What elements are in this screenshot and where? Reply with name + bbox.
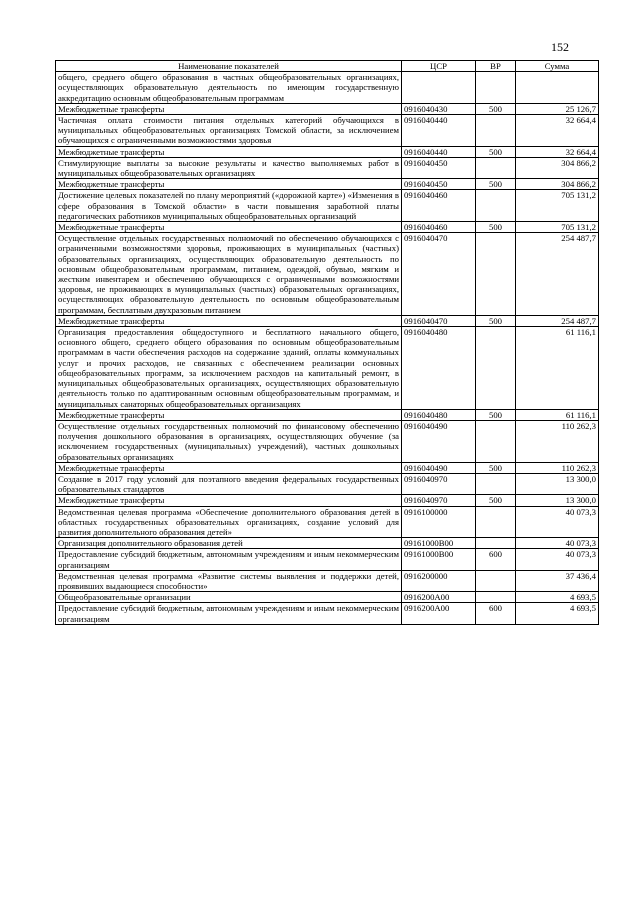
- table-body: [56, 72, 599, 625]
- row-vr-cell: [476, 327, 516, 410]
- row-sum-cell: 25 126,7: [516, 103, 599, 114]
- table-row: [56, 549, 599, 570]
- table-row: [56, 462, 599, 473]
- row-csr-cell: 0916040440: [402, 146, 476, 157]
- row-name-cell: Ведомственная целевая программа «Развитие системы выявления и поддержки детей, проявивших выдающиеся способности»: [56, 570, 402, 591]
- header-csr: ЦСР: [402, 61, 476, 72]
- row-vr-cell: [476, 473, 516, 494]
- row-vr-cell: [476, 538, 516, 549]
- row-name-cell: Межбюджетные трансферты: [56, 409, 402, 420]
- row-csr-cell: 0916040460: [402, 222, 476, 233]
- row-vr-cell: 500: [476, 409, 516, 420]
- page-number: 152: [551, 40, 569, 54]
- header-name: Наименование показателей: [56, 61, 402, 72]
- row-csr-cell: 0916040970: [402, 495, 476, 506]
- table-row: [56, 538, 599, 549]
- row-csr-cell: 0916200А00: [402, 592, 476, 603]
- row-name-cell: Межбюджетные трансферты: [56, 146, 402, 157]
- row-sum-cell: 304 866,2: [516, 179, 599, 190]
- row-name-cell: Общеобразовательные организации: [56, 592, 402, 603]
- row-csr-cell: 0916040440: [402, 115, 476, 147]
- table-row: [56, 103, 599, 114]
- row-sum-cell: 32 664,4: [516, 146, 599, 157]
- budget-table: [55, 60, 599, 625]
- row-sum-cell: 40 073,3: [516, 549, 599, 570]
- table-row: [56, 157, 599, 178]
- row-sum-cell: 40 073,3: [516, 506, 599, 538]
- row-name-cell: Осуществление отдельных государственных полномочий по финансовому обеспечению получения дошкольного образования в организациях, осуществляющих обучение (за исключением государственных (муниципальных) учреждений), частных дошкольных образовательных организациях: [56, 420, 402, 462]
- row-vr-cell: [476, 420, 516, 462]
- row-vr-cell: [476, 190, 516, 222]
- table-row: [56, 190, 599, 222]
- row-sum-cell: 37 436,4: [516, 570, 599, 591]
- row-csr-cell: 0916040450: [402, 179, 476, 190]
- row-sum-cell: 4 693,5: [516, 592, 599, 603]
- table-row: [56, 495, 599, 506]
- table-row: [56, 222, 599, 233]
- row-sum-cell: 110 262,3: [516, 420, 599, 462]
- row-csr-cell: 0916040470: [402, 233, 476, 316]
- row-csr-cell: 0916040430: [402, 103, 476, 114]
- table-row: [56, 570, 599, 591]
- table-row: [56, 315, 599, 326]
- row-name-cell: Межбюджетные трансферты: [56, 222, 402, 233]
- row-vr-cell: [476, 506, 516, 538]
- row-vr-cell: 500: [476, 315, 516, 326]
- row-sum-cell: 705 131,2: [516, 222, 599, 233]
- row-vr-cell: 600: [476, 549, 516, 570]
- row-name-cell: Предоставление субсидий бюджетным, автономным учреждениям и иным некоммерческим организациям: [56, 603, 402, 624]
- row-vr-cell: [476, 592, 516, 603]
- row-vr-cell: 600: [476, 603, 516, 624]
- row-csr-cell: 0916100000: [402, 506, 476, 538]
- row-sum-cell: 110 262,3: [516, 462, 599, 473]
- table-row: [56, 506, 599, 538]
- row-sum-cell: 32 664,4: [516, 115, 599, 147]
- row-csr-cell: [402, 72, 476, 104]
- row-name-cell: Стимулирующие выплаты за высокие результаты и качество выполняемых работ в муниципальных общеобразовательных организациях: [56, 157, 402, 178]
- row-csr-cell: 0916040480: [402, 327, 476, 410]
- row-name-cell: Межбюджетные трансферты: [56, 462, 402, 473]
- row-csr-cell: 0916200000: [402, 570, 476, 591]
- table-header-row: [56, 61, 599, 72]
- table-row: [56, 72, 599, 104]
- row-name-cell: Предоставление субсидий бюджетным, автономным учреждениям и иным некоммерческим организациям: [56, 549, 402, 570]
- header-sum: Сумма: [516, 61, 599, 72]
- row-csr-cell: 0916040470: [402, 315, 476, 326]
- row-vr-cell: [476, 157, 516, 178]
- row-name-cell: Межбюджетные трансферты: [56, 103, 402, 114]
- row-vr-cell: [476, 233, 516, 316]
- row-sum-cell: 4 693,5: [516, 603, 599, 624]
- row-sum-cell: 254 487,7: [516, 233, 599, 316]
- row-name-cell: Межбюджетные трансферты: [56, 495, 402, 506]
- row-name-cell: Частичная оплата стоимости питания отдельных категорий обучающихся в муниципальных общеобразовательных организациях Томской области, за исключением обучающихся с ограниченными возможностями здоровья: [56, 115, 402, 147]
- table-row: [56, 420, 599, 462]
- table-row: [56, 473, 599, 494]
- row-csr-cell: 09161000В00: [402, 549, 476, 570]
- row-csr-cell: 0916200А00: [402, 603, 476, 624]
- row-vr-cell: 500: [476, 179, 516, 190]
- row-csr-cell: 0916040450: [402, 157, 476, 178]
- table-row: [56, 179, 599, 190]
- row-sum-cell: [516, 72, 599, 104]
- row-vr-cell: [476, 72, 516, 104]
- row-vr-cell: 500: [476, 222, 516, 233]
- row-csr-cell: 09161000В00: [402, 538, 476, 549]
- row-name-cell: Организация дополнительного образования детей: [56, 538, 402, 549]
- table-row: [56, 409, 599, 420]
- row-csr-cell: 0916040460: [402, 190, 476, 222]
- table-row: [56, 146, 599, 157]
- row-sum-cell: 254 487,7: [516, 315, 599, 326]
- row-csr-cell: 0916040970: [402, 473, 476, 494]
- row-sum-cell: 13 300,0: [516, 495, 599, 506]
- table-row: [56, 603, 599, 624]
- row-vr-cell: 500: [476, 462, 516, 473]
- row-name-cell: Достижение целевых показателей по плану мероприятий («дорожной карте») «Изменения в сфере образования в Томской области» в части повышения заработной платы педагогических работников муниципальных общеобразовательных организаций: [56, 190, 402, 222]
- row-name-cell: общего, среднего общего образования в частных общеобразовательных организациях, осуществляющих образовательную деятельность по имеющим государственную аккредитацию основным общеобразовательным программам: [56, 72, 402, 104]
- row-vr-cell: 500: [476, 103, 516, 114]
- row-csr-cell: 0916040490: [402, 420, 476, 462]
- row-vr-cell: [476, 570, 516, 591]
- row-csr-cell: 0916040490: [402, 462, 476, 473]
- header-vr: ВР: [476, 61, 516, 72]
- row-name-cell: Ведомственная целевая программа «Обеспечение дополнительного образования детей в областных государственных образовательных организациях, создание условий для развития дополнительного образования детей»: [56, 506, 402, 538]
- row-sum-cell: 304 866,2: [516, 157, 599, 178]
- row-sum-cell: 705 131,2: [516, 190, 599, 222]
- table-row: [56, 327, 599, 410]
- row-name-cell: Создание в 2017 году условий для поэтапного введения федеральных государственных образовательных стандартов: [56, 473, 402, 494]
- row-vr-cell: 500: [476, 495, 516, 506]
- row-name-cell: Межбюджетные трансферты: [56, 315, 402, 326]
- row-sum-cell: 13 300,0: [516, 473, 599, 494]
- table-row: [56, 592, 599, 603]
- row-sum-cell: 61 116,1: [516, 327, 599, 410]
- table-row: [56, 233, 599, 316]
- row-csr-cell: 0916040480: [402, 409, 476, 420]
- row-sum-cell: 61 116,1: [516, 409, 599, 420]
- row-vr-cell: [476, 115, 516, 147]
- row-name-cell: Осуществление отдельных государственных полномочий по обеспечению обучающихся с ограниченными возможностями здоровья, проживающих в муниципальных (частных) образовательных организациях, осуществляющих образовательную деятельность по основным общеобразовательным программам, питанием, одеждой, обувью, мягким и жестким инвентарем и обеспечению обучающихся с ограниченными возможностями здоровья, не проживающих в муниципальных (частных) образовательных организациях, осуществляющих образовательную деятельность по основным общеобразовательным программам, бесплатным двухразовым питанием: [56, 233, 402, 316]
- row-name-cell: Организация предоставления общедоступного и бесплатного начального общего, основного общего, среднего общего образования по основным общеобразовательным программам в части обеспечения расходов на содержание зданий, оплаты коммунальных услуг и прочих расходов, не связанных с обеспечением реализации основных общеобразовательных программ, за исключением расходов на капитальный ремонт, в муниципальных общеобразовательных организациях, осуществляющих образовательную деятельность только по адаптированным основным общеобразовательным программам, и муниципальных санаторных общеобразовательных организациях: [56, 327, 402, 410]
- row-sum-cell: 40 073,3: [516, 538, 599, 549]
- row-name-cell: Межбюджетные трансферты: [56, 179, 402, 190]
- table-row: [56, 115, 599, 147]
- row-vr-cell: 500: [476, 146, 516, 157]
